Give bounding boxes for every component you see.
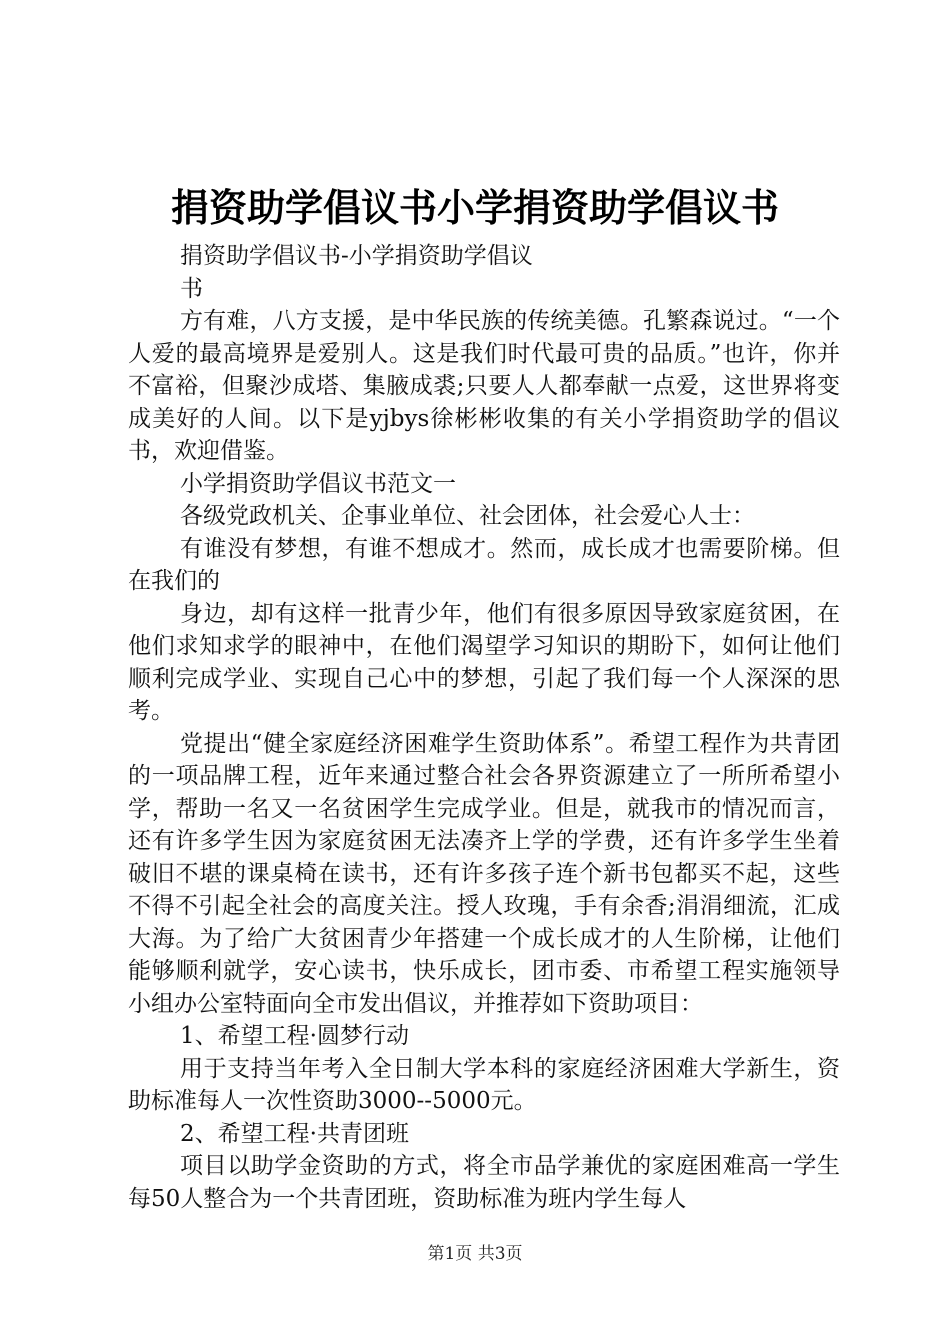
paragraph-item-1-title: 1、希望工程·圆梦行动 bbox=[180, 1023, 409, 1049]
paragraph-salutation: 各级党政机关、企事业单位、社会团体，社会爱心人士： bbox=[180, 503, 755, 529]
paragraph-project-hope: 党提出“健全家庭经济困难学生资助体系”。希望工程作为共青团的一项品牌工程，近年来通过整合社会各界资源建立了一所所希望小学，帮助一名又一名贫困学生完成学业。但是，就我市的情况而言，还有许多学生因为家庭贫困无法凑齐上学的学费，还有许多学生坐着破旧不堪的课桌椅在读书，还有许多孩子连个新书包都买不起，这些不得不引起全社会的高度关注。授人玫瑰，手有余香;涓涓细流，汇成大海。为了给广大贫困青少年搭建一个成长成才的人生阶梯，让他们能够顺利就学，安心读书，快乐成长，团市委、市希望工程实施领导小组办公室特面向全市发出倡议，并推荐如下资助项目： bbox=[128, 730, 840, 1017]
page-footer: 第1页 共3页 bbox=[427, 1244, 523, 1264]
paragraph-item-1-body: 用于支持当年考入全日制大学本科的家庭经济困难大学新生，资助标准每人一次性资助3000--5000元。 bbox=[128, 1055, 840, 1114]
paragraph-intro: 方有难，八方支援，是中华民族的传统美德。孔繁森说过。“一个人爱的最高境界是爱别人。这是我们时代最可贵的品质。”也许，你并不富裕，但聚沙成塔、集腋成裘;只要人人都奉献一点爱，这世界将变成美好的人间。以下是yjbys徐彬彬收集的有关小学捐资助学的倡议书，欢迎借鉴。 bbox=[128, 308, 840, 464]
paragraph-youth: 身边，却有这样一批青少年，他们有很多原因导致家庭贫困，在他们求知求学的眼神中，在他们渴望学习知识的期盼下，如何让他们顺利完成学业、实现自己心中的梦想，引起了我们每一个人深深的思考。 bbox=[128, 600, 840, 724]
paragraph-heading-line-2: 书 bbox=[180, 275, 203, 302]
document-body bbox=[128, 240, 840, 1215]
document-title: 捐资助学倡议书小学捐资助学倡议书 bbox=[170, 185, 779, 230]
paragraph-heading-line-1: 捐资助学倡议书-小学捐资助学倡议 bbox=[180, 243, 533, 269]
paragraph-item-2-body: 项目以助学金资助的方式，将全市品学兼优的家庭困难高一学生每50人整合为一个共青团班，资助标准为班内学生每人 bbox=[128, 1153, 840, 1212]
paragraph-item-2-title: 2、希望工程·共青团班 bbox=[180, 1120, 409, 1147]
paragraph-dream: 有谁没有梦想，有谁不想成才。然而，成长成才也需要阶梯。但在我们的 bbox=[128, 535, 840, 594]
paragraph-section-title: 小学捐资助学倡议书范文一 bbox=[180, 470, 456, 497]
